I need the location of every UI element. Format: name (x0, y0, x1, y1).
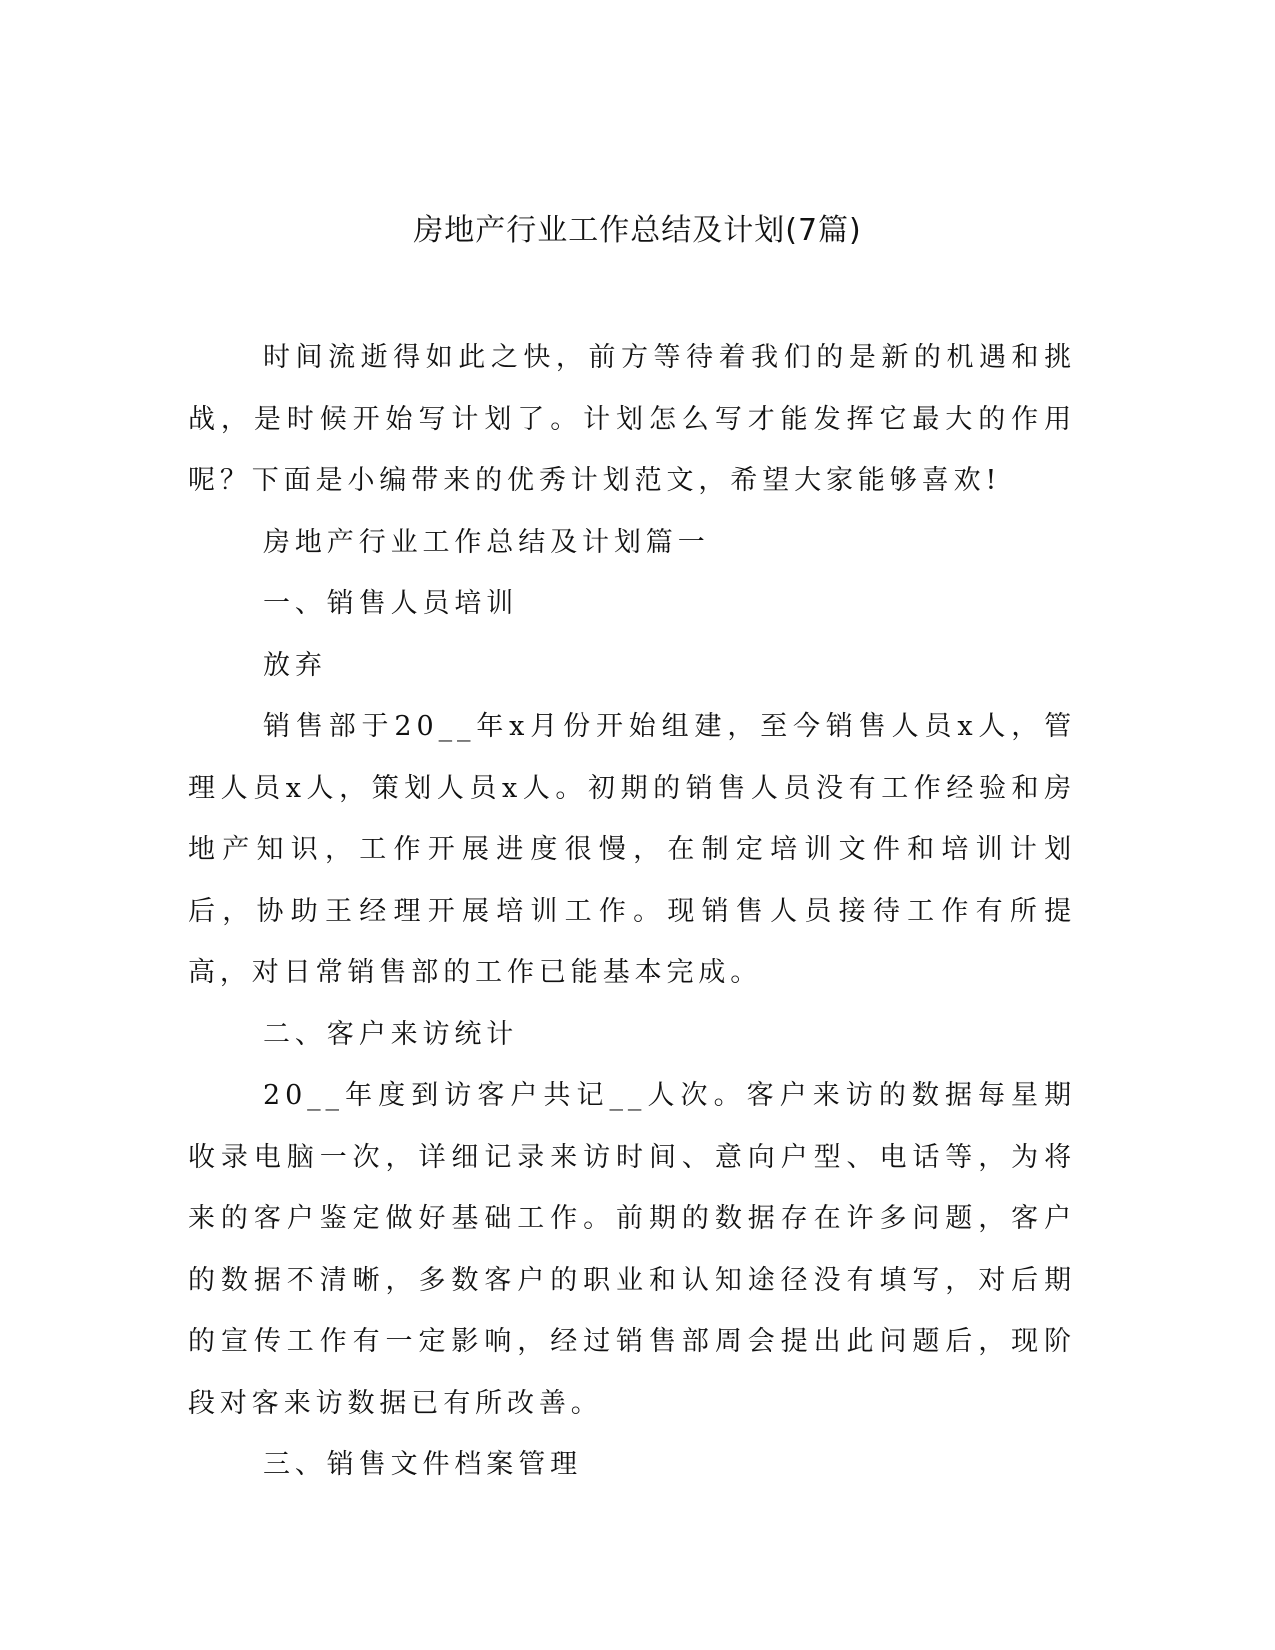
paragraph-giveup: 放弃 (263, 649, 327, 681)
paragraph-sales-department: 销售部于20__年x月份开始组建，至今销售人员x人，管理人员x人，策划人员x人。初期的销售人员没有工作经验和房地产知识，工作开展进度很慢，在制定培训文件和培训计划后，协助王经理开展培训工作。现销售人员接待工作有所提高，对日常销售部的工作已能基本完成。 (188, 711, 1076, 988)
heading-customer-visits: 二、客户来访统计 (263, 1018, 519, 1050)
heading-file-archive: 三、销售文件档案管理 (263, 1449, 582, 1480)
heading-sales-training: 一、销售人员培训 (263, 588, 519, 619)
paragraph-customer-visits: 20__年度到访客户共记__人次。客户来访的数据每星期收录电脑一次，详细记录来访时间、意向户型、电话等，为将来的客户鉴定做好基础工作。前期的数据存在许多问题，客户的数据不清晰，多数客户的职业和认知途径没有填写，对后期的宣传工作有一定影响，经过销售部周会提出此问题后，现阶段对客来访数据已有所改善。 (188, 1080, 1076, 1419)
intro-paragraph: 时间流逝得如此之快，前方等待着我们的是新的机遇和挑战，是时候开始写计划了。计划怎么写才能发挥它最大的作用呢？下面是小编带来的优秀计划范文，希望大家能够喜欢! (188, 342, 1076, 496)
document-title: 房地产行业工作总结及计划(7篇) (413, 213, 862, 248)
section-heading-part-one: 房地产行业工作总结及计划篇一 (263, 526, 710, 558)
document-body (188, 327, 1076, 1496)
